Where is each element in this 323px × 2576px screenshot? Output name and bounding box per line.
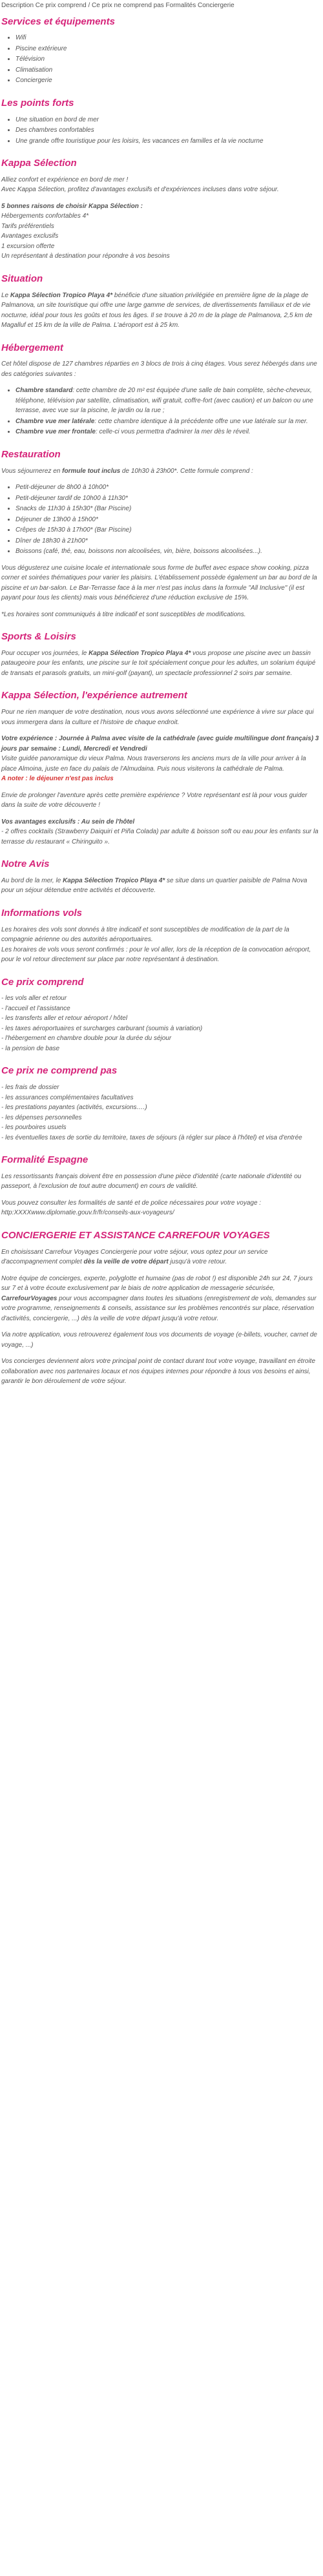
hebergement-title: Hébergement xyxy=(1,342,63,353)
restauration-intro-prefix: Vous séjournerez en xyxy=(1,467,63,475)
conciergerie-p1-prefix: En choisissant Carrefour Voyages Conciergerie pour votre séjour, vous optez pour un service d'accompagnement complet xyxy=(1,1248,268,1265)
restauration-intro xyxy=(1,466,322,477)
restauration-note: *Les horaires sont communiqués à titre indicatif et sont susceptibles de modifications. xyxy=(1,610,246,618)
list-item: • Piscine extérieure xyxy=(16,44,322,54)
hotel-name: Kappa Sélection Tropico Playa 4* xyxy=(63,877,165,884)
conciergerie-p2-suffix: pour vous accompagner dans toutes les situations (enregistrement de vols, demandes sur votre programme, renseignements & conseils, assistance sur les problèmes rencontrés sur place, réservation d'activités, conciergerie, ...) dès la veille de votre départ jusqu'à votre retour. xyxy=(1,1294,317,1322)
list-item: - les assurances complémentaires facultatives xyxy=(1,1094,134,1101)
list-item: - les taxes aéroportuaires et surcharges carburant (soumis à variation) xyxy=(1,1024,203,1032)
room-name: Chambre vue mer latérale xyxy=(16,417,95,425)
list-item: • Boissons (café, thé, eau, boissons non alcoolisées, vin, bière, boissons alcoolisées...). xyxy=(16,546,322,557)
conciergerie-p2-prefix: Notre équipe de concierges, experte, polyglotte et humaine (pas de robot !) est disponible 24h sur 24, 7 jours sur 7 et à votre écoute exclusivement par le biais de notre application de messagerie sécurisée, xyxy=(1,1274,313,1292)
kappa-reasons-title: 5 bonnes raisons de choisir Kappa Sélection : xyxy=(1,202,143,210)
kappa-reason: Hébergements confortables 4* xyxy=(1,213,89,220)
list-item: • Wifi xyxy=(16,33,322,43)
points-forts-list xyxy=(1,115,322,147)
conciergerie-p1-suffix: jusqu'à votre retour. xyxy=(168,1258,227,1265)
situation-text xyxy=(1,291,322,331)
experience-note: A noter : le déjeuner n'est pas inclus xyxy=(1,775,114,782)
list-item: • Crêpes de 15h30 à 17h00* (Bar Piscine) xyxy=(16,525,322,535)
kappa-intro-1: Alliez confort et expérience en bord de mer ! xyxy=(1,176,129,183)
list-item: • Petit-déjeuner de 8h00 à 10h00* xyxy=(16,483,322,493)
hebergement-intro: Cet hôtel dispose de 127 chambres réparties en 3 blocs de trois à cinq étages. Vous serez hébergés dans une des catégories suivantes : xyxy=(1,360,317,378)
conciergerie-title: CONCIERGERIE ET ASSISTANCE CARREFOUR VOYAGES xyxy=(1,1229,270,1241)
conciergerie-p4: Vos concierges deviennent alors votre principal point de contact durant tout votre voyage, travaillant en étroite collaboration avec nos partenaires locaux et nos équipes internes pour répondre à tous vos besoins et ainsi, garantir le bon déroulement de votre séjour. xyxy=(1,1358,316,1385)
advantages-text: - 2 offres cocktails (Strawberry Daiquiri et Piña Colada) par adulte & boisson soft ou eau pour les enfants sur la terrasse du restaurant « Chiringuito ». xyxy=(1,828,318,846)
list-item: • Déjeuner de 13h00 à 15h00* xyxy=(16,515,322,525)
list-item: - les vols aller et retour xyxy=(1,995,67,1002)
room-name: Chambre vue mer frontale xyxy=(16,428,96,436)
sports-prefix: Pour occuper vos journées, le xyxy=(1,649,89,657)
kappa-reason: Tarifs préférentiels xyxy=(1,222,54,230)
advantages-title: Vos avantages exclusifs : Au sein de l'hôtel xyxy=(1,818,135,826)
rooms-list xyxy=(1,386,322,437)
avis-title: Notre Avis xyxy=(1,858,50,869)
list-item: - les frais de dossier xyxy=(1,1084,59,1091)
conciergerie-p3: Via notre application, vous retrouverez également tous vos documents de voyage (e-billets, voucher, carnet de voyage, ...) xyxy=(1,1331,317,1349)
restauration-text: Vous dégusterez une cuisine locale et internationale sous forme de buffet avec espace show cooking, pizza corner et soirées thématiques pour varier les plaisirs. L'établissement possède également un bar au bord de la piscine et un bar-salon. Le Bar-Terrasse face à la mer n'est pas inclus dans la formule "All Inclusive" (il est payant pour tous les clients) mais vous bénéficierez d'une réduction exclusive de 15%. xyxy=(1,564,317,601)
room-desc: : celle-ci vous permettra d'admirer la mer dès le réveil. xyxy=(95,428,251,436)
advantages-block xyxy=(1,817,322,847)
hotel-name: Kappa Sélection Tropico Playa 4* xyxy=(10,291,113,299)
list-item: • Snacks de 11h30 à 15h30* (Bar Piscine) xyxy=(16,504,322,514)
comprend-list xyxy=(1,993,322,1054)
experience-block xyxy=(1,734,322,784)
list-item: - les transferts aller et retour aéroport / hôtel xyxy=(1,1015,128,1023)
list-item: - l'accueil et l'assistance xyxy=(1,1004,70,1012)
list-item: • Conciergerie xyxy=(16,76,322,86)
list-item xyxy=(16,417,322,427)
room-name: Chambre standard xyxy=(16,387,73,395)
experience-intro: Pour ne rien manquer de votre destination, nous vous avons sélectionné une expérience à vivre sur place qui vous immergera dans la culture et l'histoire de chaque endroit. xyxy=(1,709,314,726)
list-item: • Télévision xyxy=(16,54,322,65)
tabs-line: Description Ce prix comprend / Ce prix ne comprend pas Formalités Conciergerie xyxy=(1,2,234,9)
kappa-reasons xyxy=(1,202,322,262)
conciergerie-p2 xyxy=(1,1274,322,1324)
hotel-name: Kappa Sélection Tropico Playa 4* xyxy=(89,649,191,657)
situation-body: bénéficie d'une situation privilégiée en première ligne de la plage de Palmanova, un site touristique qui offre une large gamme de services, de divertissements familiaux et de vie nocturne, idéal pour tous les goûts et tous les âges. Il se trouve à 20 m de la plage de Palmanova, 2,5 km de Magalluf et 15 km de la ville de Palma. L'aéroport est à 25 km. xyxy=(1,291,313,329)
points-forts-title: Les points forts xyxy=(1,97,74,109)
ne-comprend-list xyxy=(1,1083,322,1143)
sports-title: Sports & Loisirs xyxy=(1,631,76,642)
avis-body: se situe dans un quartier paisible de Palma Nova pour un séjour détendue entre activités et découverte. xyxy=(1,877,307,895)
list-item xyxy=(16,386,322,416)
sports-body: vous propose une piscine avec un bassin pataugeoire pour les enfants, une piscine sur le toit spécialement conçue pour les adultes, un solarium équipé de transats et parasols gratuits, un mini-golf (payant), un spectacle professionnel 2 soirs par semaine. xyxy=(1,649,316,677)
conciergerie-app-name: CarrefourVoyages xyxy=(1,1294,57,1302)
situation-prefix: Le xyxy=(1,291,10,299)
list-item: • Une grande offre touristique pour les loisirs, les vacances en familles et la vie nocturne xyxy=(16,136,322,147)
ne-comprend-title: Ce prix ne comprend pas xyxy=(1,1065,118,1077)
experience-title: Kappa Sélection, l'expérience autrement xyxy=(1,690,187,701)
list-item: - les éventuelles taxes de sortie du territoire, taxes de séjours (à régler sur place à l'hôtel) et visa d'entrée xyxy=(1,1134,302,1141)
experience-text: Visite guidée panoramique du vieux Palma. Nous traverserons les anciens murs de la ville pour arriver à la place Almoina, juste en face du palais de l'Almudaina. Puis nous visiterons la cathédrale de Palma. xyxy=(1,755,306,773)
list-item: • Des chambres confortables xyxy=(16,125,322,136)
conciergerie-p1 xyxy=(1,1247,322,1267)
comprend-title: Ce prix comprend xyxy=(1,976,84,988)
restauration-title: Restauration xyxy=(1,448,61,460)
sports-text xyxy=(1,649,322,679)
list-item: - l'hébergement en chambre double pour la durée du séjour xyxy=(1,1035,172,1043)
infos-vols-p2: Les horaires de vols vous seront confirmés : pour le vol aller, lors de la réception de la convocation aéroport, pour le vol retour directement sur place par notre représentant à destination. xyxy=(1,946,311,963)
room-desc: : cette chambre identique à la précédente offre une vue latérale sur la mer. xyxy=(94,417,308,425)
services-list xyxy=(1,33,322,86)
avis-prefix: Au bord de la mer, le xyxy=(1,877,63,884)
list-item: - la pension de base xyxy=(1,1044,60,1052)
formule-tout-inclus: formule tout inclus xyxy=(62,467,121,475)
infos-vols-text xyxy=(1,925,322,965)
list-item: • Climatisation xyxy=(16,65,322,76)
restauration-list xyxy=(1,483,322,557)
services-title: Services et équipements xyxy=(1,16,115,27)
experience-outro: Envie de prolonger l'aventure après cette première expérience ? Votre représentant est là pour vous guider dans la suite de votre découverte ! xyxy=(1,791,307,809)
list-item: • Dîner de 18h30 à 21h00* xyxy=(16,536,322,546)
restauration-intro-suffix: de 10h30 à 23h00*. Cette formule comprend : xyxy=(120,467,253,475)
formalite-title: Formalité Espagne xyxy=(1,1154,89,1165)
avis-text xyxy=(1,876,322,896)
room-desc: : cette chambre de 20 m² est équipée d'une salle de bain complète, sèche-cheveux, téléphone, télévision par satellite, climatisation, wifi gratuit, coffre-fort (avec caution) et un balcon ou une terrasse, avec vue sur la piscine, le jardin ou la rue ; xyxy=(16,387,313,415)
experience-heading: Votre expérience : Journée à Palma avec visite de la cathédrale (avec guide multilingue dont français) 3 jours par semaine : Lundi, Mercredi et Vendredi xyxy=(1,735,319,753)
kappa-reason: Un représentant à destination pour répondre à vos besoins xyxy=(1,253,170,260)
infos-vols-title: Informations vols xyxy=(1,907,83,919)
kappa-selection-title: Kappa Sélection xyxy=(1,158,77,169)
kappa-intro xyxy=(1,175,322,195)
kappa-reason: 1 excursion offerte xyxy=(1,242,55,250)
list-item: • Une situation en bord de mer xyxy=(16,115,322,125)
list-item: - les dépenses personnelles xyxy=(1,1114,82,1121)
formalite-p1: Les ressortissants français doivent être en possession d'une pièce d'identité (carte nationale d'identité ou passeport, à l'exclusion de tout autre document) en cours de validité. xyxy=(1,1172,302,1190)
list-item: - les prestations payantes (activités, excursions….) xyxy=(1,1104,147,1111)
list-item: - les pourboires usuels xyxy=(1,1124,67,1131)
list-item xyxy=(16,427,322,437)
conciergerie-p1-bold: dès la veille de votre départ xyxy=(83,1258,169,1265)
situation-title: Situation xyxy=(1,273,43,284)
kappa-intro-2: Avec Kappa Sélection, profitez d'avantages exclusifs et d'expériences incluses dans votre séjour. xyxy=(1,186,279,194)
infos-vols-p1: Les horaires des vols sont donnés à titre indicatif et sont susceptibles de modification de la part de la compagnie aérienne ou des autorités aéroportuaires. xyxy=(1,926,289,943)
formalite-p2: Vous pouvez consulter les formalités de santé et de police nécessaires pour votre voyage : http:XXXXwww.diplomatie.gouv.fr/fr/conseils-aux-voyageurs/ xyxy=(1,1199,262,1217)
list-item: • Petit-déjeuner tardif de 10h00 à 11h30* xyxy=(16,493,322,504)
kappa-reason: Avantages exclusifs xyxy=(1,233,59,240)
